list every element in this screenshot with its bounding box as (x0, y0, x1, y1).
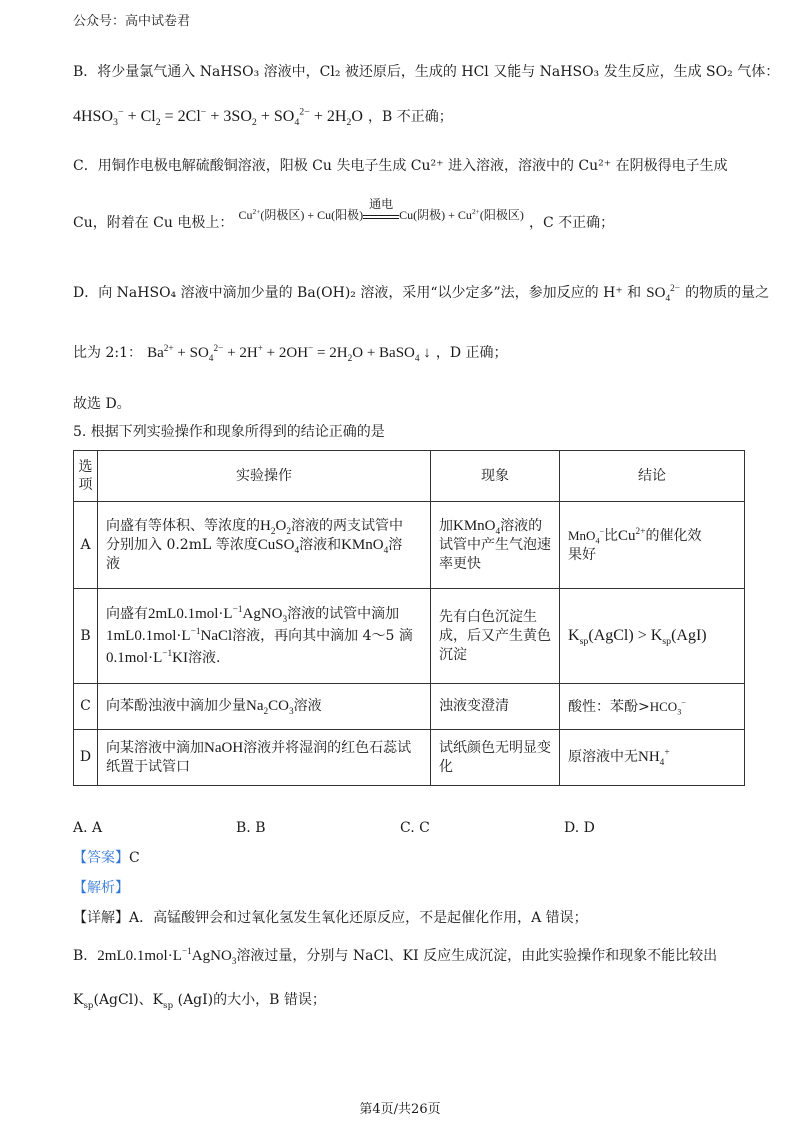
equation-c: Cu，附着在 Cu 电极上： $^{Cu^{2+}(阴极区) + Cu(阳极)}$ 通电 $^{Cu(阴极) + Cu^{2+}(阳极区)}$ ，C 不正确； (73, 197, 615, 231)
page-header-source: 公众号：高中试卷君 (73, 14, 191, 29)
row-option: C (74, 684, 98, 730)
table-row (74, 684, 745, 730)
row-option: B (74, 589, 98, 684)
row-operation: 向苯酚浊液中滴加少量$Na_2CO_3$溶液 (98, 684, 431, 730)
table-row (74, 730, 745, 786)
detail-b: B．$2mL0.1mol\cdot L^{-1}AgNO_3$溶液过量，分别与 NaCl、KI 反应生成沉淀，由此实验操作和现象不能比较出 (73, 947, 718, 967)
row-conclusion: 酸性：苯酚$>HCO_3^-$ (560, 684, 745, 730)
equation-b: $4HSO_3^- + Cl_2 = 2Cl^- + 3SO_2 + SO_4^{2-} + 2H_2O$ ，B 不正确； (73, 106, 453, 129)
question-5-stem: 5. 根据下列实验操作和现象所得到的结论正确的是 (73, 424, 385, 440)
choice-a: A. A (73, 820, 103, 836)
table-row (74, 502, 745, 589)
table-header-row (74, 451, 745, 502)
explanation-d-intro-text: D．向 NaHSO₄ 溶液中滴加少量的 Ba(OH)₂ 溶液，采用“以少定多”法，参加反应的 H⁺ 和 (73, 285, 642, 301)
detail-label: 【详解】 (73, 910, 129, 926)
detail-b-tail: $K_{sp}(AgCl)$、$K_{sp}$ (AgI)的大小，B 错误； (73, 992, 326, 1011)
equation-d-prefix: 比为 2:1： (73, 345, 142, 361)
table-row (74, 589, 745, 684)
explanation-d-intro: D．向 NaHSO₄ 溶液中滴加少量的 Ba(OH)₂ 溶液，采用“以少定多”法，参加反应的 H⁺ 和 $SO_4^{2-}$ 的物质的量之 (73, 284, 770, 304)
row-conclusion: $K_{sp}(AgCl) > K_{sp}(AgI)$ (560, 589, 745, 684)
explanation-c-intro: C．用铜作电极电解硫酸铜溶液，阳极 Cu 失电子生成 Cu²⁺ 进入溶液，溶液中的 Cu²⁺ 在阴极得电子生成 (73, 158, 728, 174)
row-conclusion: 原溶液中无$NH_4^+$ (560, 730, 745, 786)
row-option: D (74, 730, 98, 786)
page-number: 第4页/共26页 (359, 1102, 441, 1117)
row-operation: 向盛有等体积、等浓度的$H_2O_2$溶液的两支试管中 分别加入 0.2mL 等浓度CuSO$_4$溶液和KMnO$_4$溶 液 (98, 502, 431, 589)
equation-d-suffix: ，D 正确； (435, 345, 508, 361)
header-conclusion: 结论 (560, 451, 745, 502)
choice-d: D. D (564, 820, 595, 836)
row-phenomenon: 试纸颜色无明显变 化 (431, 730, 560, 786)
header-phenomenon: 现象 (431, 451, 560, 502)
explanation-conclusion: 故选 D。 (73, 396, 131, 412)
answer-line (73, 848, 140, 868)
detail-a: 【详解】A．高锰酸钾会和过氧化氢发生氧化还原反应，不是起催化作用，A 错误； (73, 910, 588, 926)
equation-b-suffix: ，B 不正确； (368, 109, 453, 125)
row-phenomenon: 加KMnO$_4$溶液的 试管中产生气泡速 率更快 (431, 502, 560, 589)
equation-c-prefix: Cu，附着在 Cu 电极上： (73, 215, 234, 231)
explanation-b-intro: B．将少量氯气通入 NaHSO₃ 溶液中，Cl₂ 被还原后，生成的 HCl 又能与 NaHSO₃ 发生反应，生成 SO₂ 气体： (73, 64, 780, 80)
header-operation: 实验操作 (98, 451, 431, 502)
answer-value: C (129, 850, 140, 866)
choice-c: C. C (400, 820, 430, 836)
analysis-label: 【解析】 (73, 880, 129, 896)
equation-c-suffix: ，C 不正确； (528, 215, 615, 231)
equation-c-condition: 通电 (369, 197, 394, 211)
choice-b: B. B (236, 820, 266, 836)
answer-label: 【答案】 (73, 850, 129, 866)
question-5-table (73, 450, 745, 786)
header-option: 选项 (74, 451, 98, 502)
row-operation: 向盛有$2mL0.1mol\cdot L^{-1}AgNO_3$溶液的试管中滴加 $1mL0.1mol\cdot L^{-1}NaCl$溶液，再向其中滴加 4～5 滴 $0.1mol\cdot L^{-1}KI$溶液. (98, 589, 431, 684)
row-phenomenon: 浊液变澄清 (431, 684, 560, 730)
row-option: A (74, 502, 98, 589)
explanation-d-intro-tail: 的物质的量之 (685, 285, 770, 301)
equation-d: 比为 2:1： $Ba^{2+} + SO_4^{2-} + 2H^+ + 2OH^- = 2H_2O$ + BaSO$_4$ ↓ ，D 正确； (73, 344, 508, 364)
row-phenomenon: 先有白色沉淀生 成，后又产生黄色 沉淀 (431, 589, 560, 684)
row-operation: 向某溶液中滴加NaOH溶液并将湿润的红色石蕊试 纸置于试管口 (98, 730, 431, 786)
row-conclusion: MnO$_4$−比$Cu^{2+}$的催化效 果好 (560, 502, 745, 589)
